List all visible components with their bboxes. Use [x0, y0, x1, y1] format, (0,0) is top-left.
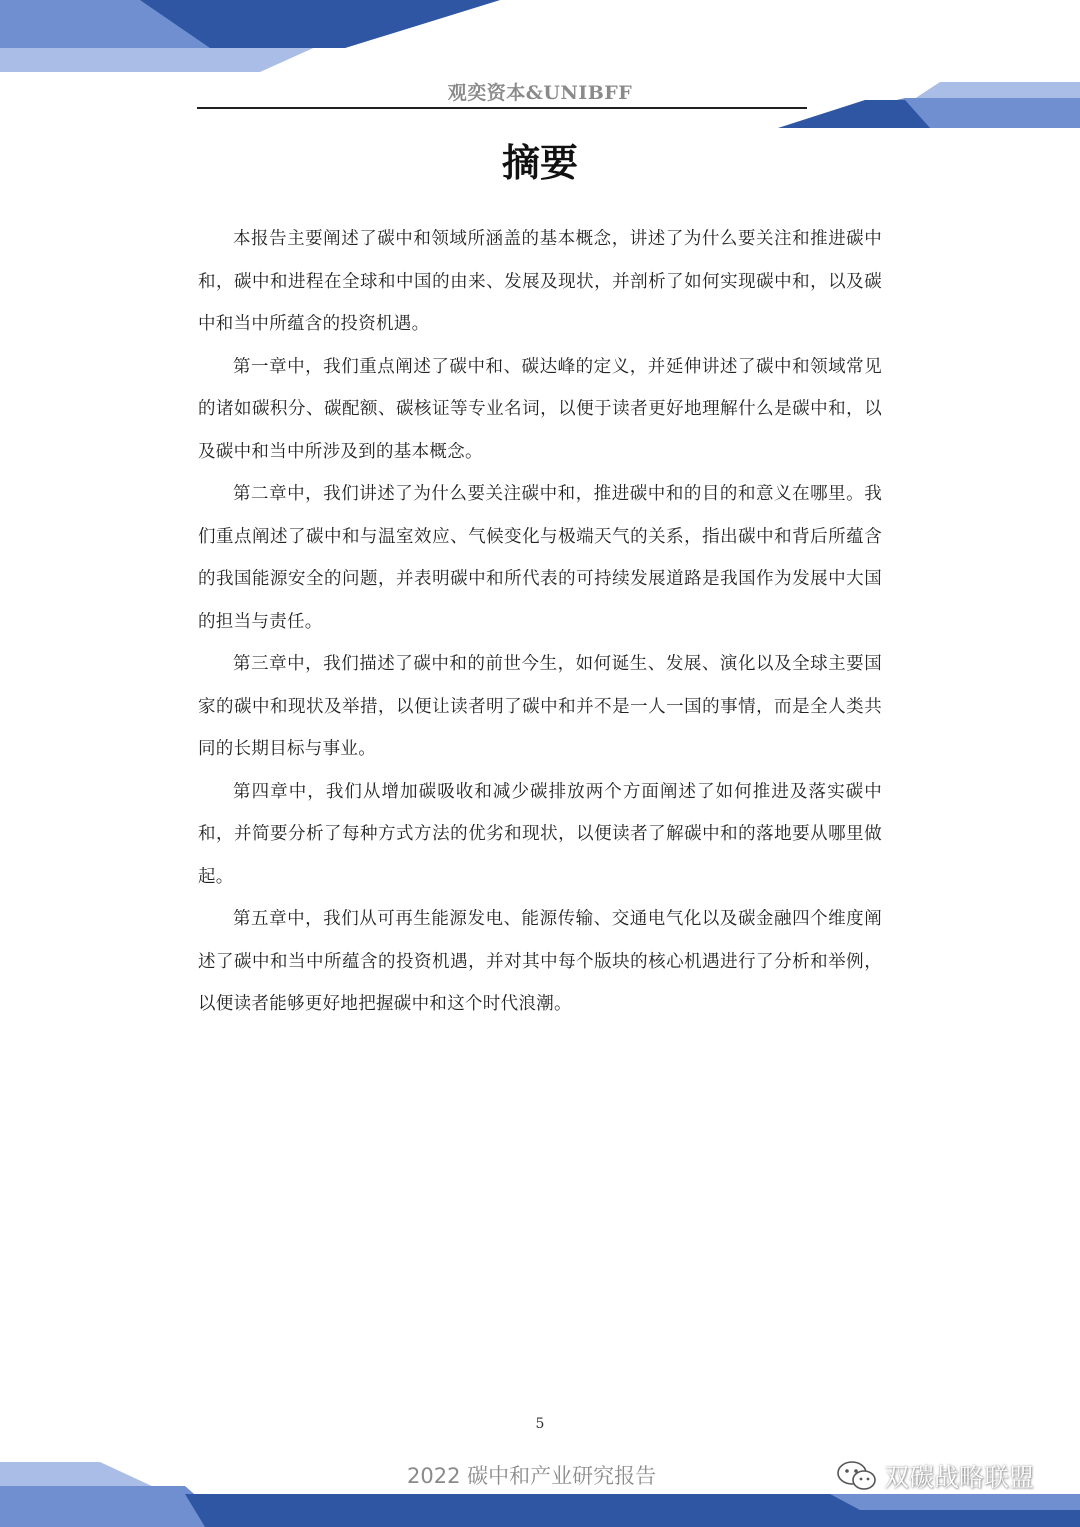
paragraph-chapter-1: 第一章中，我们重点阐述了碳中和、碳达峰的定义，并延伸讲述了碳中和领域常见的诸如碳积分、碳配额、碳核证等专业名词，以便于读者更好地理解什么是碳中和，以及碳中和当中所涉及到的基本概念。	[198, 356, 882, 462]
paragraph-chapter-5: 第五章中，我们从可再生能源发电、能源传输、交通电气化以及碳金融四个维度阐述了碳中和当中所蕴含的投资机遇，并对其中每个版块的核心机遇进行了分析和举例，以便读者能够更好地把握碳中和这个时代浪潮。	[198, 909, 882, 1014]
watermark	[836, 1458, 1034, 1494]
abstract-body	[198, 218, 882, 1026]
watermark-text: 双碳战略联盟	[884, 1463, 1035, 1492]
header-text: 观奕资本&UNIBFF	[447, 82, 633, 104]
paragraph-chapter-2: 第二章中，我们讲述了为什么要关注碳中和，推进碳中和的目的和意义在哪里。我们重点阐述了碳中和与温室效应、气候变化与极端天气的关系，指出碳中和背后所蕴含的我国能源安全的问题，并表明碳中和所代表的可持续发展道路是我国作为发展中大国的担当与责任。	[198, 484, 882, 632]
paragraph-intro: 本报告主要阐述了碳中和领域所涵盖的基本概念，讲述了为什么要关注和推进碳中和，碳中和进程在全球和中国的由来、发展及现状，并剖析了如何实现碳中和，以及碳中和当中所蕴含的投资机遇。	[198, 229, 882, 334]
page-number: 5	[535, 1416, 545, 1432]
footer-report-title: 2022 碳中和产业研究报告	[407, 1464, 657, 1488]
wechat-icon	[836, 1459, 878, 1493]
header-divider	[197, 107, 807, 109]
paragraph-chapter-3: 第三章中，我们描述了碳中和的前世今生，如何诞生、发展、演化以及全球主要国家的碳中和现状及举措，以便让读者明了碳中和并不是一人一国的事情，而是全人类共同的长期目标与事业。	[198, 654, 882, 759]
page-title: 摘要	[501, 141, 578, 185]
paragraph-chapter-4: 第四章中，我们从增加碳吸收和减少碳排放两个方面阐述了如何推进及落实碳中和，并简要分析了每种方式方法的优劣和现状，以便读者了解碳中和的落地要从哪里做起。	[198, 781, 882, 887]
